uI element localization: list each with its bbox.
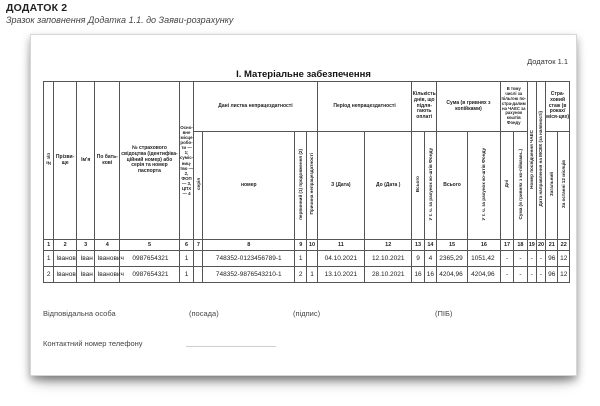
table-cell: 1 [307, 267, 317, 283]
table-cell [194, 267, 203, 283]
table-cell: 13.10.2021 [317, 267, 364, 283]
column-number: 16 [467, 240, 500, 251]
phone-label: Контактний номер телефону [43, 339, 143, 348]
table-cell: - [536, 267, 545, 283]
header-cause: Причина непрацездатності [307, 132, 317, 240]
header-from-date: З (Дата) [317, 132, 364, 240]
signature-label: (підпис) [293, 309, 321, 318]
header-surname: Прізви-ще [54, 82, 77, 240]
column-number: 18 [514, 240, 527, 251]
column-number: 5 [120, 240, 180, 251]
table-row [44, 267, 570, 283]
header-index: № з/п [44, 82, 54, 240]
table-cell: 12 [558, 251, 570, 267]
responsible-label: Відповідальна особа [43, 309, 116, 318]
header-sum-fund: У т. ч. за рахунок ко-штів Фонду [467, 132, 500, 240]
table-cell: 96 [546, 267, 558, 283]
table-cell: Іванов [54, 251, 77, 267]
column-number: 19 [527, 240, 536, 251]
table-cell: 16 [424, 267, 436, 283]
header-chaes-cert: Номер посвідчення ЧАЕС [527, 82, 536, 240]
phone-line [186, 346, 276, 347]
header-period: Період непрацездатності [317, 82, 412, 132]
table-cell: 96 [546, 251, 558, 267]
table-cell: Іванович [95, 251, 120, 267]
table-cell: Іванов [54, 267, 77, 283]
header-chaes-sum: Сума (в гривнях з ко-пійками..) [514, 132, 527, 240]
table-cell: - [500, 251, 513, 267]
page-subtitle: Зразок заповнення Додатка 1.1. до Заяви-розрахунку [6, 15, 234, 25]
table-cell: - [536, 251, 545, 267]
column-number-row [44, 240, 570, 251]
table-cell: 748352-0123456789-1 [203, 251, 295, 267]
header-number: номер [203, 132, 295, 240]
benefits-table [43, 81, 570, 283]
table-cell: 1 [295, 251, 307, 267]
table-cell: 4204,96 [467, 267, 500, 283]
header-stazh-total: Загальний [546, 132, 558, 240]
table-cell: Іван [76, 267, 95, 283]
column-number: 3 [76, 240, 95, 251]
table-cell: 1 [44, 251, 54, 267]
table-cell: - [514, 251, 527, 267]
table-cell: 0987654321 [120, 251, 180, 267]
table-cell: 1051,42 [467, 251, 500, 267]
document-sheet [30, 34, 577, 376]
header-days: Кількість днів, що підля-гають оплаті [412, 82, 437, 132]
table-cell: 9 [412, 251, 424, 267]
table-cell: 1 [179, 267, 193, 283]
header-sum: Сума (в гривнях з копійками) [437, 82, 501, 132]
table-cell: - [527, 267, 536, 283]
table-cell: 4 [424, 251, 436, 267]
header-chaes: В тому числі за пільгою по-стра-далим на ЧАЕС за рахунок коштів Фонду [500, 82, 527, 132]
header-series: серія [194, 132, 203, 240]
header-primary: первинний (1) продовження (2) [295, 132, 307, 240]
table-cell [307, 251, 317, 267]
column-number: 2 [54, 240, 77, 251]
name-label: (ПІБ) [435, 309, 453, 318]
table-cell: 16 [412, 267, 424, 283]
header-chaes-days: Дні [500, 132, 513, 240]
table-cell: - [500, 267, 513, 283]
table-cell: 12.10.2021 [365, 251, 412, 267]
table-row [44, 251, 570, 267]
header-sick-leave: Дані листка непрацездатності [194, 82, 317, 132]
table-cell: Іван [76, 251, 95, 267]
header-to-date: До (Дата ) [365, 132, 412, 240]
table-cell [194, 251, 203, 267]
addendum-label: Додаток 1.1 [527, 57, 568, 66]
column-number: 11 [317, 240, 364, 251]
column-number: 12 [365, 240, 412, 251]
section-title: I. Матеріальне забезпечення [236, 69, 371, 80]
page-title: ДОДАТОК 2 [6, 2, 68, 14]
column-number: 8 [203, 240, 295, 251]
header-days-total: Всього [412, 132, 424, 240]
column-number: 1 [44, 240, 54, 251]
table-cell: 4204,96 [437, 267, 468, 283]
table-cell: 28.10.2021 [365, 267, 412, 283]
table-cell: 12 [558, 267, 570, 283]
table-cell: 2365,29 [437, 251, 468, 267]
table-cell: 1 [179, 251, 193, 267]
column-number: 7 [194, 240, 203, 251]
column-number: 22 [558, 240, 570, 251]
column-number: 20 [536, 240, 545, 251]
header-days-fund: У т. ч. за рахунок ко-штів Фонду [424, 132, 436, 240]
column-number: 9 [295, 240, 307, 251]
table-cell: Іванович [95, 267, 120, 283]
table-cell: 0987654321 [120, 267, 180, 283]
column-number: 13 [412, 240, 424, 251]
column-number: 10 [307, 240, 317, 251]
header-stazh-12: За останні 12 місяців [558, 132, 570, 240]
table-cell: 2 [44, 267, 54, 283]
column-number: 6 [179, 240, 193, 251]
position-label: (посада) [189, 309, 219, 318]
table-cell: - [527, 251, 536, 267]
header-firstname: Ім'я [76, 82, 95, 240]
column-number: 21 [546, 240, 558, 251]
table-cell: 04.10.2021 [317, 251, 364, 267]
header-insurance-id: № страхового свідоцтва (ідентифіка-ційний номер) або серія та номер паспорта [120, 82, 180, 240]
header-stazh: Стра-ховий стаж (в роках/ міся-цях) [546, 82, 570, 132]
column-number: 14 [424, 240, 436, 251]
header-workplace: Осно-вне місце робо-ти — 1; суміс-ниц-тво — 2, ФОП — 3, ЦПХ — 4 [179, 82, 193, 240]
table-cell: - [514, 267, 527, 283]
column-number: 17 [500, 240, 513, 251]
header-patronymic: По бать-кові [95, 82, 120, 240]
column-number: 4 [95, 240, 120, 251]
table-cell: 748352-9876543210-1 [203, 267, 295, 283]
table-cell: 2 [295, 267, 307, 283]
header-msek-date: Дата направлення на МСЕК (за наявності) [536, 82, 545, 240]
header-sum-total: Всього [437, 132, 468, 240]
column-number: 15 [437, 240, 468, 251]
